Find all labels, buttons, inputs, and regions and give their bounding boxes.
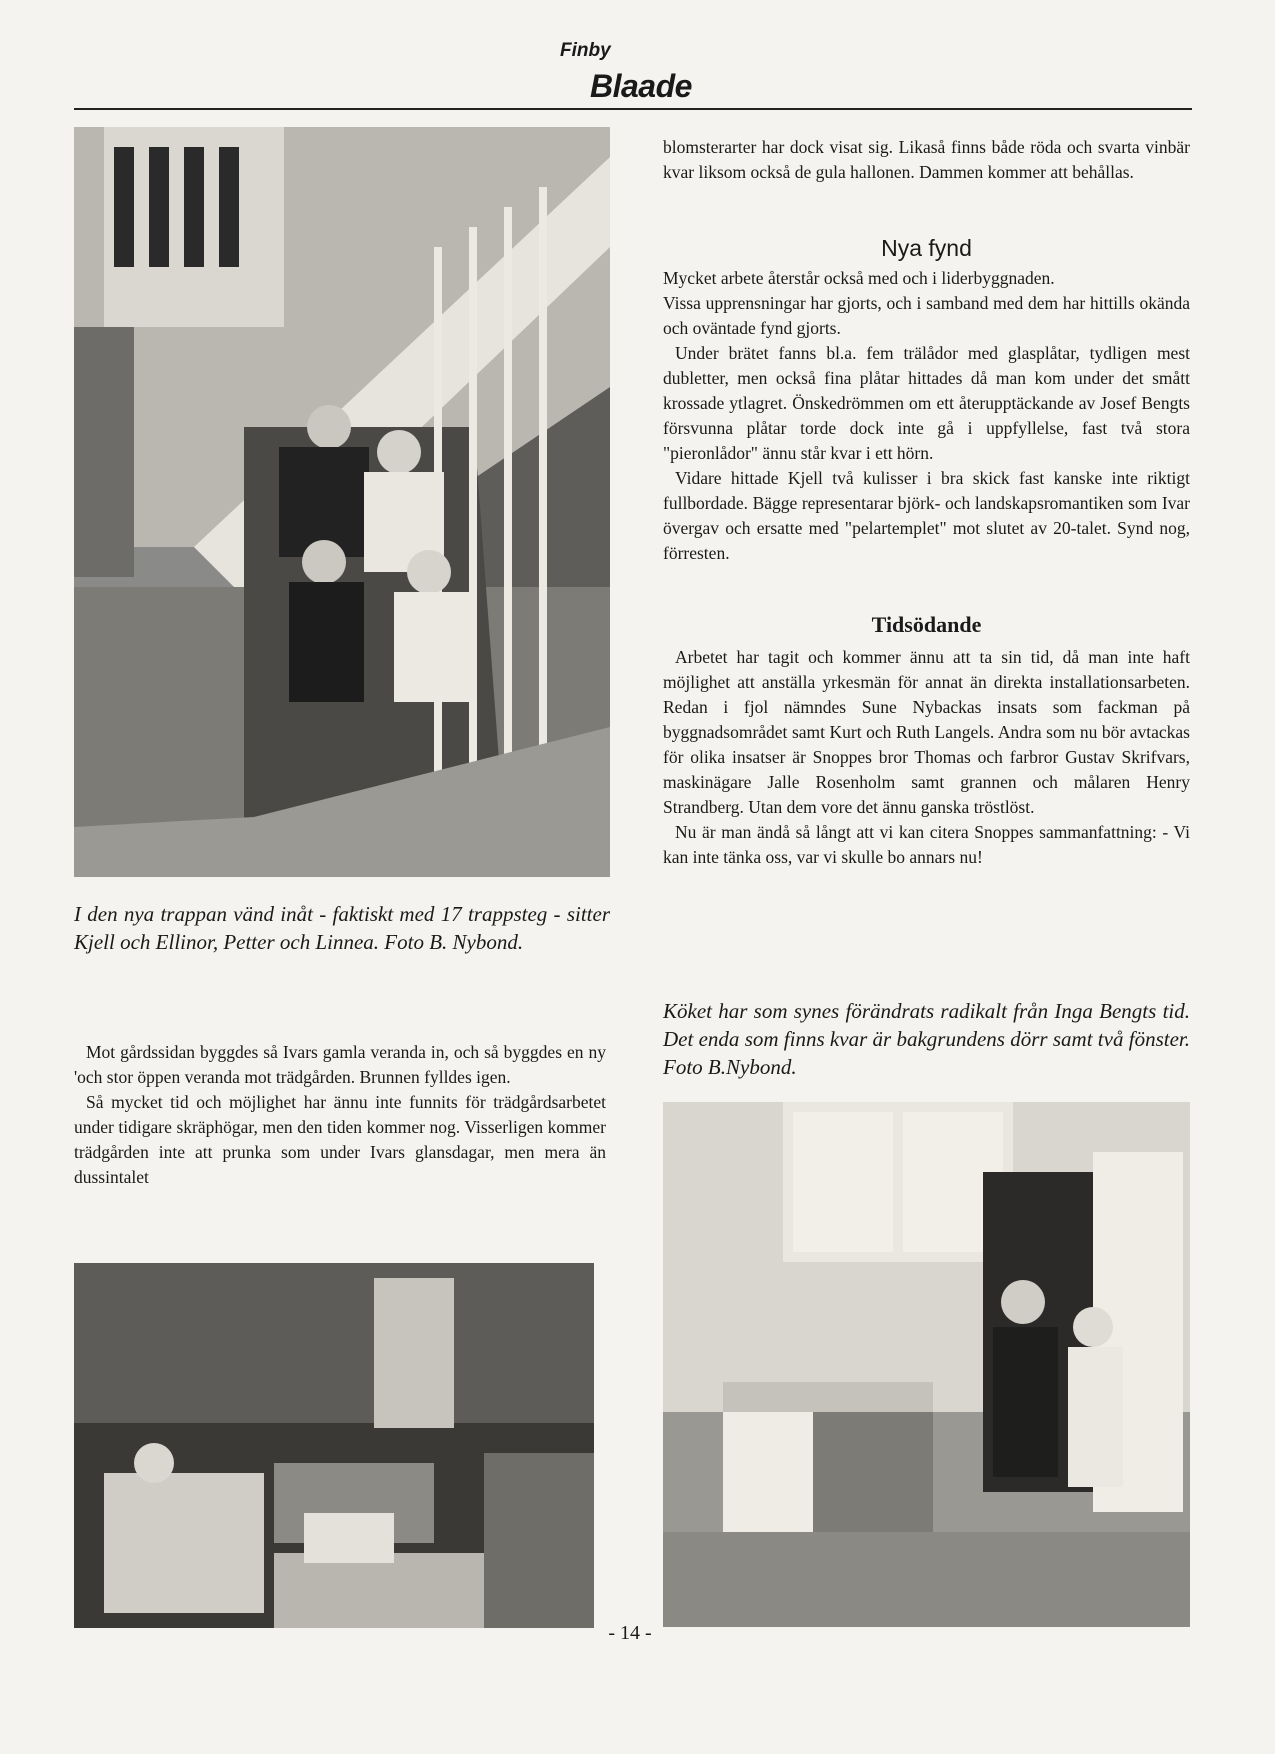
page-number: - 14 - — [608, 1622, 652, 1644]
nya-paragraph-1: Mycket arbete återstår också med och i liderbyggnaden. — [663, 268, 1055, 288]
nya-paragraph-2: Vissa upprensningar har gjorts, och i samband med dem har hittills okända och oväntade fynd gjorts. — [663, 293, 1190, 338]
section-tidsodande — [663, 645, 1190, 870]
nya-paragraph-4: Vidare hittade Kjell två kulisser i bra skick fast kanske inte riktigt fullbordade. Bägge representarar björk- och landskapsromantiken som Ivar övergav och ersatte med "pelartemplet" mot slutet av 20-talet. Synd nog, förresten. — [663, 468, 1190, 563]
masthead-title: Blaade — [590, 68, 692, 104]
photo-old-kitchen — [74, 1263, 594, 1628]
heading-nya-fynd: Nya fynd — [881, 235, 972, 261]
heading-tidsodande: Tidsödande — [871, 612, 982, 637]
left-paragraph-2: Så mycket tid och möjlighet har ännu inte funnits för trädgårdsarbetet under tidigare skräphögar, men den tiden kommer nog. Visserligen kommer trädgården inte att prunka som under Ivars glansdagar, men mera än dussintalet — [74, 1092, 606, 1187]
left-paragraph-1: Mot gårdssidan byggdes så Ivars gamla veranda in, och så byggdes en ny 'och stor öppen veranda mot trädgården. Brunnen fylldes igen. — [74, 1042, 606, 1087]
photo-new-kitchen — [663, 1102, 1190, 1627]
masthead-small: Finby — [560, 40, 611, 61]
section-nya-fynd — [663, 266, 1190, 566]
header-rule — [74, 108, 1192, 110]
nya-paragraph-3: Under brätet fanns bl.a. fem trälådor med glasplåtar, tydligen mest dubletter, men också fina plåtar hittades då man kom under det smått krossade ytlagret. Önskedrömmen om ett återupptäckande av Josef Bengts försvunna plåtar torde dock inte gå i uppfyllelse, fast två stora "pieronlådor" ännu står kvar i ett hörn. — [663, 343, 1190, 463]
photo-staircase — [74, 127, 610, 877]
tid-paragraph-2: Nu är man ändå så långt att vi kan citera Snoppes sammanfattning: - Vi kan inte tänka oss, var vi skulle bo annars nu! — [663, 822, 1190, 867]
right-intro: blomsterarter har dock visat sig. Likaså finns både röda och svarta vinbär kvar liksom också de gula hallonen. Dammen kommer att behållas. — [663, 137, 1190, 182]
left-column-text — [74, 1040, 606, 1190]
caption-kitchen: Köket har som synes förändrats radikalt från Inga Bengts tid. Det enda som finns kvar är bakgrundens dörr samt två fönster. Foto B.Nybond. — [663, 999, 1190, 1079]
caption-staircase: I den nya trappan vänd inåt - faktiskt med 17 trappsteg - sitter Kjell och Ellinor, Petter och Linnea. Foto B. Nybond. — [74, 902, 610, 954]
tid-paragraph-1: Arbetet har tagit och kommer ännu att ta sin tid, då man inte haft möjlighet att anställa yrkesmän för annat än direkta installationsarbeten. Redan i fjol nämndes Sune Nybackas insats som fackman på byggnadsområdet samt Kurt och Ruth Langels. Andra som nu bör avtackas för olika insatser är Snoppes bror Thomas och farbror Gustav Skrifvars, maskinägare Jalle Rosenholm samt grannen och målaren Henry Strandberg. Utan dem vore det ännu ganska tröstlöst. — [663, 647, 1190, 817]
